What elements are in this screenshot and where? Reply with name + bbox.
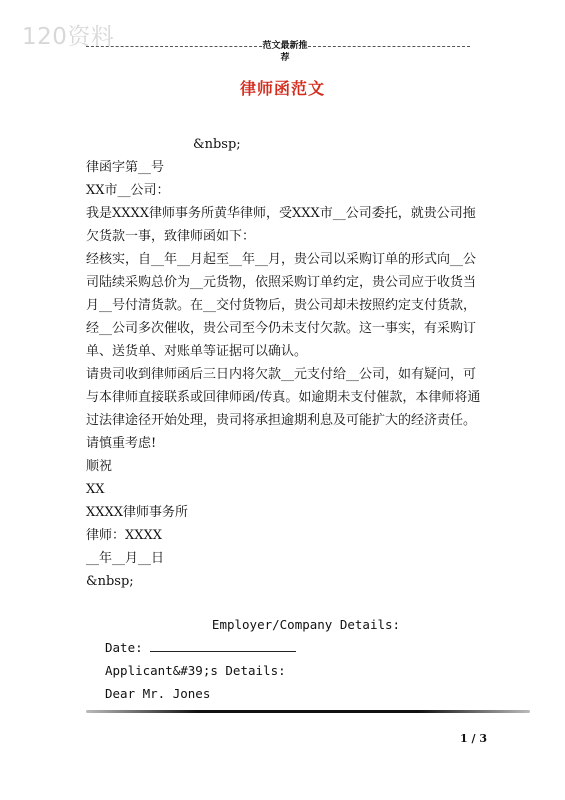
header-dash-left [86,46,262,47]
signature-lawyer: 律师：XXXX [86,528,163,543]
body-line: &nbsp; [193,137,241,152]
document-title: 律师函范文 [239,79,325,98]
header-rule [86,40,470,63]
closing-line: XX [86,482,105,497]
salutation: Dear Mr. Jones [105,686,211,701]
applicant-details-label: Applicant&#39;s Details: [105,663,286,678]
letter-body [86,133,486,593]
body-paragraph: 我是XXXX律师事务所黄华律师，受XXX市__公司委托，就贵公司拖欠货款一事，致律师函如下： [86,206,476,244]
watermark-logo: 120资料 [22,24,115,50]
details-section [86,613,506,705]
signature-date: __年__月__日 [86,551,165,566]
details-heading: Employer/Company Details: [211,617,401,632]
closing-line: 顺祝 [86,459,113,474]
body-paragraph: 经核实，自__年__月起至__年__月，贵公司以采购订单的形式向__公司陆续采购总价为__元货物，依照采购订单约定，贵公司应于收货当月__号付清货款。在__交付货物后，贵公司却未按照约定支付货款，经__公司多次催收，贵公司至今仍未支付欠款。这一事实，有采购订单、送货单、对账单等证据可以确认。 [86,252,477,359]
body-paragraph: 请贵司收到律师函后三日内将欠款__元支付给__公司，如有疑问，可与本律师直接联系或回律师函/传真。如逾期未支付催款，本律师将通过法律途径开始处理，贵司将承担逾期利息及可能扩大的经济责任。 [86,367,481,428]
date-blank-line [150,637,296,652]
date-label: Date: [105,640,143,655]
signature-firm: XXXX律师事务所 [86,505,189,520]
date-row [86,636,506,659]
header-dash-right [308,46,470,47]
body-line: 请慎重考虑! [86,436,157,451]
body-line: &nbsp; [86,574,134,589]
footer-rule [86,710,530,713]
recipient-line: XX市__公司： [86,183,170,198]
letter-reference-number: 律函字第__号 [86,160,165,175]
page-number: 1 / 3 [460,732,487,745]
header-label: 范文最新推荐 [262,41,308,63]
